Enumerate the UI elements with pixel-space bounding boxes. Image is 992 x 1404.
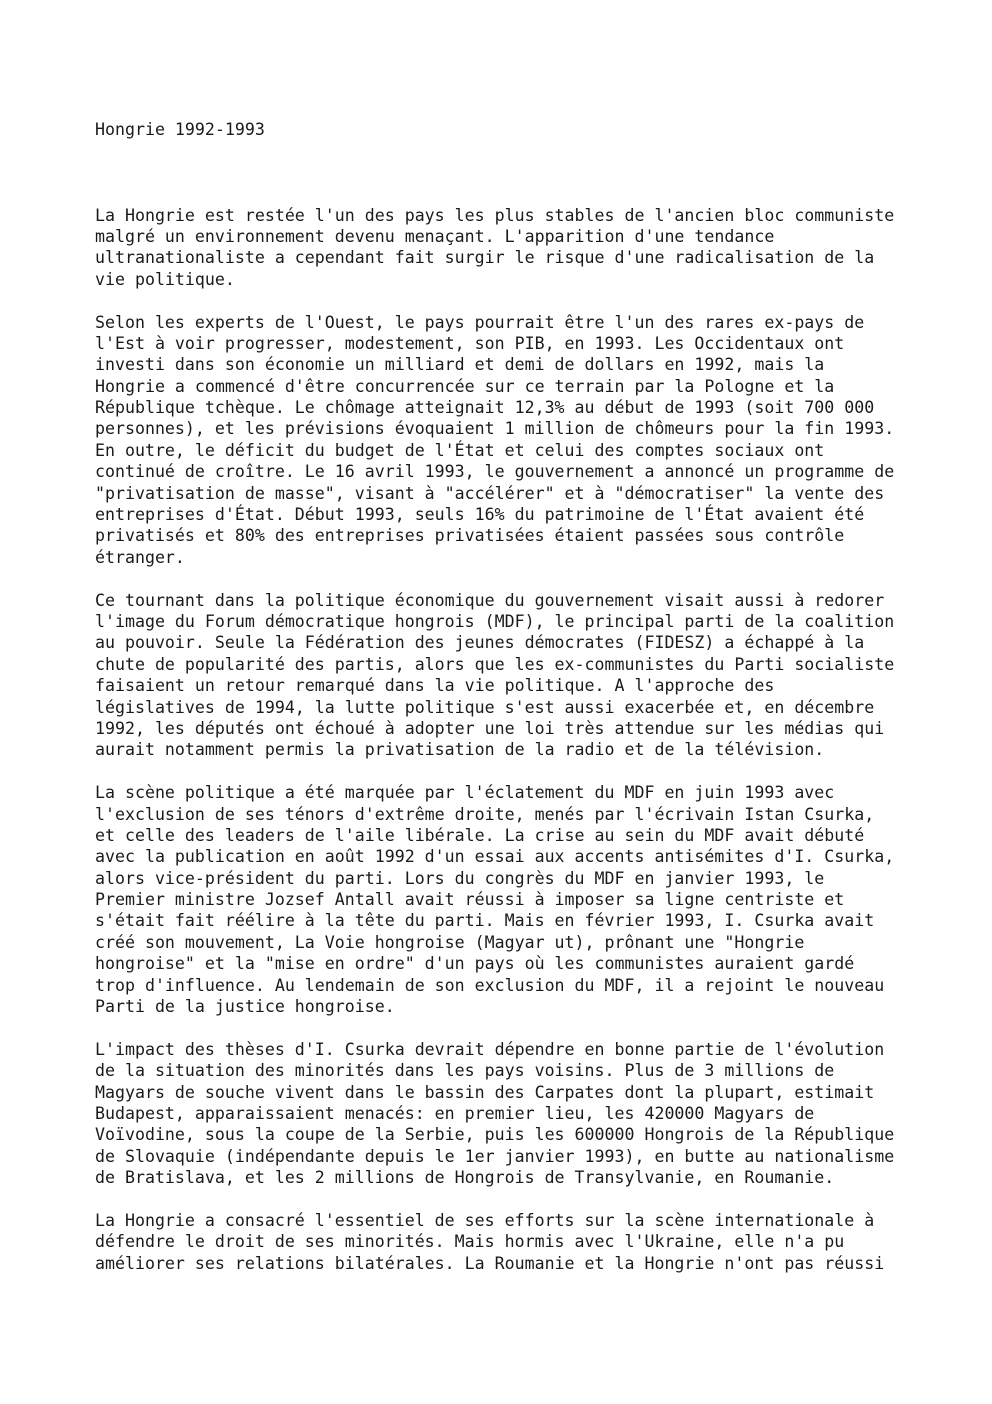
text-line: La Hongrie a consacré l'essentiel de ses efforts sur la scène internationale à <box>95 1210 875 1230</box>
text-line: malgré un environnement devenu menaçant. L'apparition d'une tendance <box>95 226 775 246</box>
text-line: créé son mouvement, La Voie hongroise (Magyar ut), prônant une "Hongrie <box>95 932 805 952</box>
text-line: étranger. <box>95 547 185 567</box>
document-title: Hongrie 1992-1993 <box>95 120 265 139</box>
text-line: de Bratislava, et les 2 millions de Hongrois de Transylvanie, en Roumanie. <box>95 1168 835 1188</box>
text-line: Ce tournant dans la politique économique du gouvernement visait aussi à redorer <box>95 590 885 610</box>
text-line: personnes), et les prévisions évoquaient 1 million de chômeurs pour la fin 1993. <box>95 419 895 439</box>
text-line: chute de popularité des partis, alors que les ex-communistes du Parti socialiste <box>95 654 895 674</box>
text-line: alors vice-président du parti. Lors du congrès du MDF en janvier 1993, le <box>95 868 825 888</box>
text-line: En outre, le déficit du budget de l'État et celui des comptes sociaux ont <box>95 440 825 460</box>
paragraph-2 <box>95 312 955 569</box>
paragraph-1 <box>95 205 955 291</box>
text-line: continué de croître. Le 16 avril 1993, le gouvernement a annoncé un programme de <box>95 462 895 482</box>
text-line: législatives de 1994, la lutte politique s'est aussi exacerbée et, en décembre <box>95 697 875 717</box>
paragraph-5 <box>95 1039 955 1189</box>
text-line: République tchèque. Le chômage atteignait 12,3% au début de 1993 (soit 700 000 <box>95 398 875 418</box>
text-line: Selon les experts de l'Ouest, le pays pourrait être l'un des rares ex-pays de <box>95 312 865 332</box>
text-line: L'impact des thèses d'I. Csurka devrait dépendre en bonne partie de l'évolution <box>95 1039 885 1059</box>
text-line: et celle des leaders de l'aile libérale. La crise au sein du MDF avait débuté <box>95 825 865 845</box>
text-line: entreprises d'État. Début 1993, seuls 16% du patrimoine de l'État avaient été <box>95 505 865 525</box>
paragraph-3 <box>95 590 955 761</box>
text-line: hongroise" et la "mise en ordre" d'un pays où les communistes auraient gardé <box>95 954 855 974</box>
text-line: l'Est à voir progresser, modestement, son PIB, en 1993. Les Occidentaux ont <box>95 333 845 353</box>
text-line: l'exclusion de ses ténors d'extrême droite, menés par l'écrivain Istan Csurka, <box>95 804 875 824</box>
text-line: améliorer ses relations bilatérales. La Roumanie et la Hongrie n'ont pas réussi <box>95 1253 885 1273</box>
text-line: s'était fait réélire à la tête du parti. Mais en février 1993, I. Csurka avait <box>95 911 875 931</box>
text-line: vie politique. <box>95 269 235 289</box>
text-line: aurait notamment permis la privatisation de la radio et de la télévision. <box>95 740 825 760</box>
text-line: l'image du Forum démocratique hongrois (MDF), le principal parti de la coalition <box>95 612 895 631</box>
paragraph-4 <box>95 782 955 1017</box>
text-line: La scène politique a été marquée par l'éclatement du MDF en juin 1993 avec <box>95 783 835 803</box>
text-line: Parti de la justice hongroise. <box>95 997 395 1017</box>
text-line: La Hongrie est restée l'un des pays les plus stables de l'ancien bloc communiste <box>95 205 895 225</box>
text-line: Hongrie a commencé d'être concurrencée sur ce terrain par la Pologne et la <box>95 376 835 396</box>
text-line: Premier ministre Jozsef Antall avait réussi à imposer sa ligne centriste et <box>95 890 845 910</box>
text-line: de Slovaquie (indépendante depuis le 1er janvier 1993), en butte au nationalisme <box>95 1146 895 1166</box>
text-line: faisaient un retour remarqué dans la vie politique. A l'approche des <box>95 676 775 696</box>
text-line: 1992, les députés ont échoué à adopter une loi très attendue sur les médias qui <box>95 718 885 738</box>
text-line: "privatisation de masse", visant à "accélérer" et à "démocratiser" la vente des <box>95 483 885 503</box>
text-line: au pouvoir. Seule la Fédération des jeunes démocrates (FIDESZ) a échappé à la <box>95 633 865 653</box>
text-line: Budapest, apparaissaient menacés: en premier lieu, les 420000 Magyars de <box>95 1103 815 1123</box>
text-line: défendre le droit de ses minorités. Mais hormis avec l'Ukraine, elle n'a pu <box>95 1232 845 1252</box>
text-line: Voïvodine, sous la coupe de la Serbie, puis les 600000 Hongrois de la République <box>95 1125 895 1145</box>
paragraph-6 <box>95 1210 955 1274</box>
text-line: Magyars de souche vivent dans le bassin des Carpates dont la plupart, estimait <box>95 1082 875 1102</box>
document-body <box>95 205 955 1275</box>
document-page <box>95 119 955 1296</box>
text-line: ultranationaliste a cependant fait surgir le risque d'une radicalisation de la <box>95 248 875 268</box>
text-line: avec la publication en août 1992 d'un essai aux accents antisémites d'I. Csurka, <box>95 847 895 867</box>
text-line: investi dans son économie un milliard et demi de dollars en 1992, mais la <box>95 355 825 375</box>
text-line: de la situation des minorités dans les pays voisins. Plus de 3 millions de <box>95 1061 835 1081</box>
text-line: privatisés et 80% des entreprises privatisées étaient passées sous contrôle <box>95 526 845 546</box>
text-line: trop d'influence. Au lendemain de son exclusion du MDF, il a rejoint le nouveau <box>95 975 885 995</box>
